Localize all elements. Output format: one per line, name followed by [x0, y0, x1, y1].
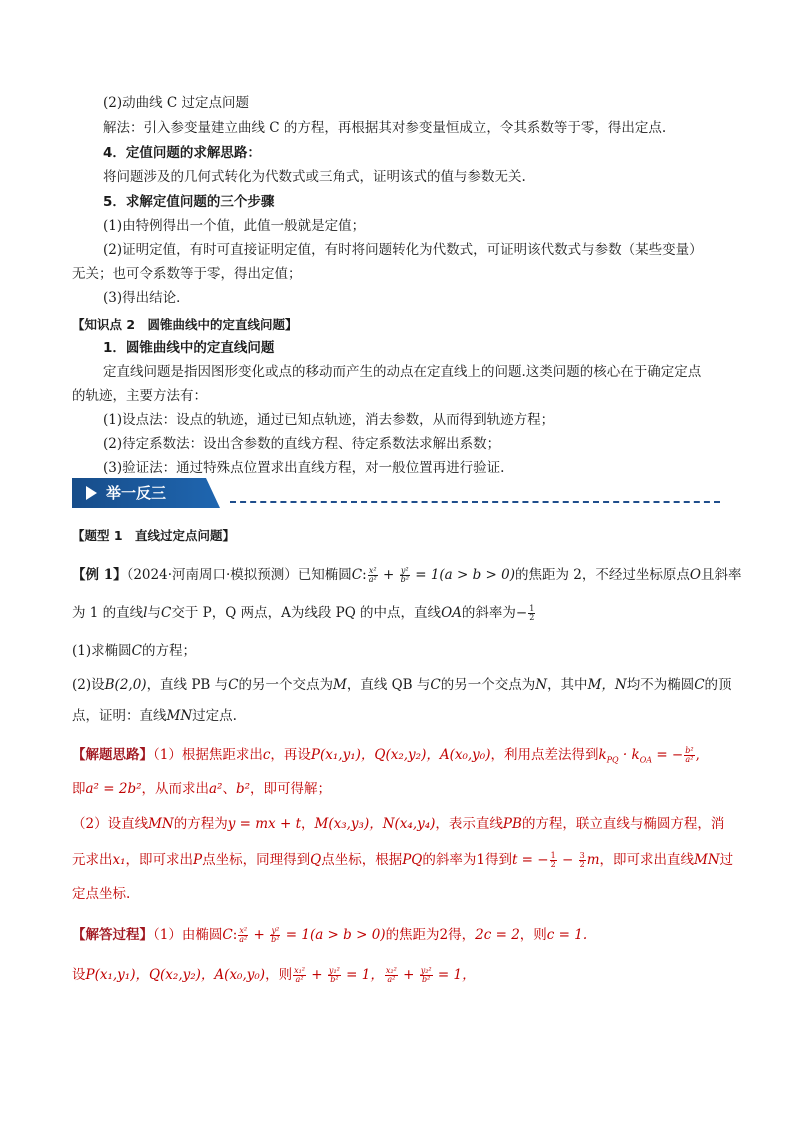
math-symbol: C	[228, 677, 239, 693]
text-line: (2)证明定值，有时可直接证明定值，有时将问题转化为代数式，可证明该代数式与参数（某些变量）	[103, 242, 703, 258]
math-symbol: C	[161, 605, 172, 621]
math-expr: $k_{PQ} \cdot k_{OA}$ = −	[598, 747, 684, 765]
text-span: 与	[147, 605, 161, 621]
text-span: ，即可得解；	[250, 781, 332, 797]
example-line: 【例 1】（2024·河南周口·模拟预测）已知椭圆C: $\frac{\text{x²}}{\text{a²}}$ + $\frac{\text{y²}}{\text{b²}}$ = 1(a > b > 0)的焦距为 2，不经过坐标原点O且斜率	[72, 566, 742, 584]
text-span: 的方程为	[173, 816, 228, 832]
text-span: 的方程，联立直线与椭圆方程，消	[521, 816, 725, 832]
thinking-line: （2）设直线MN的方程为y = mx + t，M(x₃,y₃)，N(x₄,y₄)，表示直线PB的方程，联立直线与椭圆方程，消	[72, 816, 725, 832]
text-span: 的另一个交点为	[238, 677, 333, 693]
question-line	[72, 707, 237, 725]
text-span: 、	[222, 781, 236, 797]
section-heading: 1．圆锥曲线中的定直线问题	[103, 340, 275, 356]
text-span: (2)设	[72, 677, 105, 693]
text-line: (1)设点法：设点的轨迹，通过已知点轨迹，消去参数，从而得到轨迹方程；	[103, 412, 555, 428]
fraction: $\frac{\text{x₂²}}{\text{a²}}$	[385, 966, 397, 984]
text-line: 的轨迹，主要方法有：	[72, 388, 207, 404]
text-span: 交于 P，Q 两点，A为线段 PQ 的中点，直线	[171, 605, 442, 621]
math-symbol: OA	[441, 605, 462, 621]
text-span: 为 1 的直线	[72, 605, 144, 621]
text-span: (1)求椭圆	[72, 643, 132, 659]
question-line	[72, 642, 196, 660]
math-expr: a² = 2b²	[85, 781, 142, 797]
math-symbol: C	[131, 643, 142, 659]
math-symbol: PB	[502, 816, 522, 832]
fraction: $\frac{\text{b²}}{\text{a²}}$	[685, 746, 694, 764]
math-expr: M(x₃,y₃)，N(x₄,y₄)	[314, 816, 436, 832]
math-expr: y = mx + t	[227, 816, 301, 832]
text-span: （1）由椭圆	[153, 927, 223, 943]
text-span: ，再设	[270, 747, 311, 763]
text-span: ，则	[519, 927, 547, 943]
solution-line: 设P(x₁,y₁)，Q(x₂,y₂)，A(x₀,y₀)，则 $\frac{\text{x₁²}}{\text{a²}}$ + $\frac{\text{y₁²}}{\text{b²}}$ = 1， $\frac{\text{x₂²}}{\text{a²}}$ + $\frac{\text{y₂²}}{\text{b²}}$ = 1，	[72, 966, 476, 984]
fraction: $\frac{1}{2}$	[550, 851, 556, 869]
fraction: $\frac{\text{x₁²}}{\text{a²}}$	[294, 966, 306, 984]
math-symbol: MN	[694, 852, 720, 868]
math-expr: = 1，	[341, 967, 384, 983]
math-symbol: N	[535, 677, 548, 693]
example-tag: 【例 1】	[72, 567, 127, 583]
text-span: ，即可求出直线	[599, 852, 694, 868]
banner-dash-line	[230, 501, 720, 503]
text-span: 点，证明：直线	[72, 708, 167, 724]
text-span: ，则	[265, 967, 293, 983]
text-line: (2)待定系数法：设出含参数的直线方程、待定系数法求解出系数；	[103, 436, 501, 452]
section-banner	[72, 478, 722, 508]
math-expr: = 1(a > b > 0)	[410, 567, 516, 583]
text-span: （2024·河南周口·模拟预测）已知椭圆	[126, 567, 352, 583]
text-span: 定点坐标.	[72, 886, 131, 902]
text-span: 的方程；	[141, 643, 196, 659]
math-symbol: −	[515, 605, 528, 621]
text-span: （1）根据焦距求出	[153, 747, 263, 763]
math-symbol: M	[333, 677, 347, 693]
math-symbol: l	[143, 605, 148, 621]
text-line: 解法：引入参变量建立曲线 C 的方程，再根据其对参变量恒成立，令其系数等于零，得出定点.	[103, 120, 667, 136]
problem-type-label: 【题型 1 直线过定点问题】	[72, 528, 236, 543]
math-symbol: P	[193, 852, 203, 868]
thinking-line: 元求出x₁，即可求出P点坐标，同理得到Q点坐标，根据PQ的斜率为1得到t = − $\frac{1}{2}$ − $\frac{3}{2}$ m，即可求出直线MN过	[72, 851, 734, 869]
text-span: （2）设直线	[72, 816, 149, 832]
fraction: $\frac{3}{2}$	[579, 851, 585, 869]
text-line: 将问题涉及的几何式转化为代数式或三角式，证明该式的值与参数无关.	[103, 169, 526, 185]
math-symbol: C	[694, 677, 705, 693]
math-symbol: x₁	[112, 852, 126, 868]
text-line: (3)得出结论．	[103, 290, 190, 306]
fraction: $\frac{\text{y²}}{\text{b²}}$	[400, 566, 409, 584]
math-expr: = 1，	[433, 967, 476, 983]
fraction: $\frac{1}{2}$	[529, 604, 535, 622]
math-symbol: B(2,0)	[104, 677, 147, 693]
math-symbol: b²	[235, 781, 251, 797]
text-span: 的焦距为2得，	[385, 927, 476, 943]
solution-tag: 【解答过程】	[72, 927, 153, 943]
example-line	[72, 604, 536, 622]
text-span: 点坐标，同理得到	[202, 852, 311, 868]
text-span: 的斜率为1得到	[422, 852, 512, 868]
text-span: 且斜率	[700, 567, 742, 583]
banner-title: 举一反三	[106, 484, 167, 502]
math-symbol: PQ	[402, 852, 423, 868]
math-symbol: m	[586, 852, 600, 868]
text-line: (3)验证法：通过特殊点位置求出直线方程，对一般位置再进行验证.	[103, 460, 505, 476]
text-span: ，表示直线	[435, 816, 503, 832]
text-span: 即	[72, 781, 86, 797]
text-span: ，即可求出	[125, 852, 194, 868]
text-line: (1)由特例得出一个值，此值一般就是定值；	[103, 218, 366, 234]
math-expr: t = −	[511, 852, 549, 868]
math-symbol: Q	[310, 852, 322, 868]
math-symbol: C	[222, 927, 233, 943]
math-symbol: a²	[209, 781, 223, 797]
knowledge-point-label: 【知识点 2 圆锥曲线中的定直线问题】	[72, 317, 298, 332]
text-line: 无关；也可令系数等于零，得出定值；	[72, 266, 302, 282]
thinking-tag: 【解题思路】	[72, 747, 153, 763]
text-span: 元求出	[72, 852, 113, 868]
math-symbol: O	[689, 567, 701, 583]
thinking-line	[72, 885, 130, 903]
play-arrow-icon	[86, 486, 97, 500]
fraction: $\frac{\text{x²}}{\text{a²}}$	[239, 926, 248, 944]
text-span: ，利用点差法得到	[490, 747, 599, 763]
thinking-line	[72, 780, 331, 798]
math-symbol: MN	[148, 816, 174, 832]
math-symbol: M，N	[587, 677, 627, 693]
math-expr: = 1(a > b > 0)	[281, 927, 386, 943]
text-line: 定直线问题是指因图形变化或点的移动而产生的动点在定直线上的问题.这类问题的核心在于确定定点	[103, 364, 702, 380]
text-span: 的顶	[704, 677, 732, 693]
math-symbol: MN	[166, 708, 193, 724]
text-span: 的焦距为 2，不经过坐标原点	[515, 567, 690, 583]
section-heading: 4．定值问题的求解思路：	[103, 145, 261, 161]
math-expr: P(x₁,y₁)，Q(x₂,y₂)，A(x₀,y₀)	[85, 967, 266, 983]
math-symbol: C	[351, 567, 363, 583]
fraction: $\frac{\text{y₁²}}{\text{b²}}$	[328, 966, 340, 984]
text-span: 的斜率为	[461, 605, 516, 621]
solution-line: 【解答过程】（1）由椭圆C: $\frac{\text{x²}}{\text{a²}}$ + $\frac{\text{y²}}{\text{b²}}$ = 1(a > b > 0)的焦距为2得，2c = 2，则c = 1.	[72, 926, 588, 944]
text-span: ，从而求出	[141, 781, 209, 797]
text-span: ，其中	[547, 677, 588, 693]
text-span: 过定点.	[192, 708, 237, 724]
text-line: (2)动曲线 C 过定点问题	[103, 95, 250, 111]
text-span: 的另一个交点为	[440, 677, 536, 693]
fraction: $\frac{\text{y₂²}}{\text{b²}}$	[420, 966, 432, 984]
text-span: ，直线 PB 与	[146, 677, 229, 693]
text-span: 设	[72, 967, 86, 983]
text-span: 均不为椭圆	[626, 677, 695, 693]
text-span: 过	[719, 852, 734, 868]
math-expr: c = 1.	[546, 927, 588, 943]
section-heading: 5．求解定值问题的三个步骤	[103, 194, 275, 210]
fraction: $\frac{\text{y²}}{\text{b²}}$	[271, 926, 280, 944]
text-span: ，直线 QB 与	[346, 677, 431, 693]
text-span: 点坐标，根据	[321, 852, 403, 868]
math-symbol: C	[430, 677, 441, 693]
fraction: $\frac{\text{x²}}{\text{a²}}$	[368, 566, 377, 584]
math-expr: P(x₁,y₁)，Q(x₂,y₂)，A(x₀,y₀)	[310, 747, 491, 763]
math-symbol: c	[262, 747, 271, 763]
math-expr: 2c = 2	[475, 927, 520, 943]
thinking-line: 【解题思路】（1）根据焦距求出c，再设P(x₁,y₁)，Q(x₂,y₂)，A(x₀,y₀)，利用点差法得到$k_{PQ} \cdot k_{OA}$ = − $\frac{\text{b²}}{\text{a²}}$ ,	[72, 746, 700, 765]
question-line	[72, 676, 732, 694]
